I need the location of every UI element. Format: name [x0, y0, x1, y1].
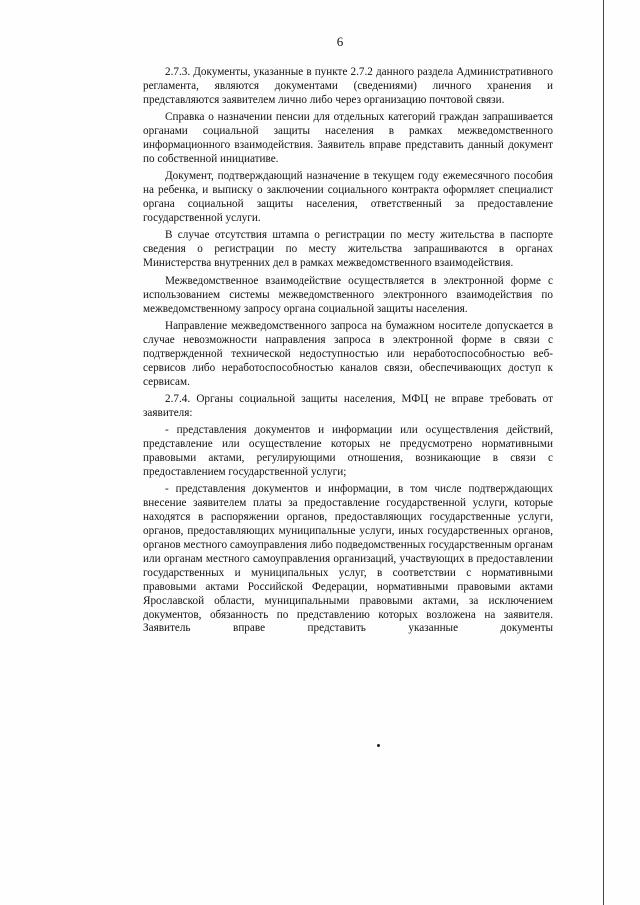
page-number: 6: [336, 34, 344, 49]
paragraph-2-7-3: 2.7.3. Документы, указанные в пункте 2.7.2 данного раздела Административного регламента, являются документами (сведениями) личного хранения и представляются заявителем лично либо через организацию почтовой связи.: [143, 66, 553, 106]
paragraph-registration: В случае отсутствия штампа о регистрации по месту жительства в паспорте сведения о регистрации по месту жительства запрашиваются в органах Министерства внутренних дел в рамках межведомственного взаимодействия.: [143, 229, 553, 270]
paragraph-child-allowance: Документ, подтверждающий назначение в текущем году ежемесячного пособия на ребенка, и выписку о заключении социального контракта оформляет специалист органа социальной защиты населения, ответственный за предоставление государственной услуги.: [143, 170, 553, 225]
paragraph-2-7-4: 2.7.4. Органы социальной защиты населения, МФЦ не вправе требовать от заявителя:: [143, 392, 553, 419]
paragraph-pension-certificate: Справка о назначении пенсии для отдельных категорий граждан запрашивается органами социальной защиты населения в рамках межведомственного информационного взаимодействия. Заявитель вправе представить данный документ по собственной инициативе.: [143, 111, 553, 165]
paragraph-paper-request: Направление межведомственного запроса на бумажном носителе допускается в случае невозможности направления запроса в электронной форме в связи с подтвержденной технической недоступностью или неработоспособностью веб-сервисов либо неработоспособностью каналов связи, обеспечивающих доступ к сервисам.: [143, 319, 553, 388]
paragraph-electronic-interaction: Межведомственное взаимодействие осуществляется в электронной форме с использованием системы межведомственного электронного взаимодействия по межведомственному запросу органа социальной защиты населения.: [143, 274, 553, 315]
list-item-actions: - представления документов и информации или осуществления действий, представление или осуществление которых не предусмотрено нормативными правовыми актами, регулирующими отношения, возникающие в связи с предоставлением государственной услуги;: [143, 424, 553, 478]
document-body: [143, 66, 553, 640]
scan-dot: [377, 744, 380, 747]
list-item-documents: - представления документов и информации, в том числе подтверждающих внесение заявителем платы за предоставление государственной услуги, которые находятся в распоряжении органов, предоставляющих государственные услуги, органов, предоставляющих муниципальные услуги, иных государственных органов, органов местного самоуправления либо подведомственных государственным органам или органам местного самоуправления организаций, участвующих в предоставлении государственных и муниципальных услуг, в соответствии с нормативными правовыми актами Российской Федерации, нормативными правовыми актами Ярославской области, муниципальными правовыми актами, за исключением документов, обязанность по представлению которых возложена на заявителя. Заявитель вправе представить указанные документы: [143, 483, 553, 635]
scan-edge-line: [603, 0, 604, 905]
